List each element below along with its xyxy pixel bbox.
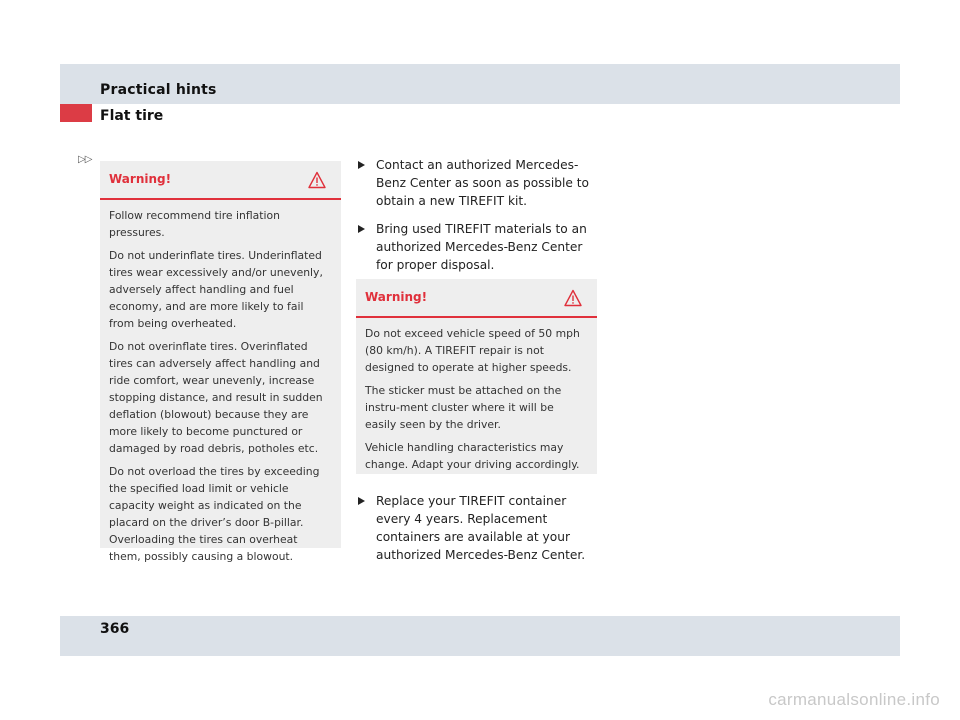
- warning-header: [100, 161, 341, 200]
- step-item: [356, 220, 601, 274]
- watermark: carmanualsonline.info: [768, 690, 940, 709]
- warning-paragraph: Do not underinflate tires. Underinflated tires wear excessively and/or unevenly, adversely affect handling and fuel economy, and are more likely to fail from being overheated.: [109, 249, 323, 330]
- step-list-bottom: [356, 492, 601, 574]
- step-list-top: [356, 156, 601, 284]
- warning-box-tire-pressure: [100, 161, 341, 563]
- step-text: Bring used TIREFIT materials to an authorized Mercedes-Benz Center for proper disposal.: [376, 222, 587, 272]
- step-text: Replace your TIREFIT container every 4 years. Replacement containers are available at your authorized Mercedes-Benz Center.: [376, 494, 586, 562]
- bullet-arrow-icon: [358, 497, 365, 505]
- footer-band: [60, 616, 900, 656]
- warning-box-tirefit: [356, 279, 597, 474]
- continued-marker: ▷▷: [78, 154, 92, 165]
- warning-header: [356, 279, 597, 318]
- warning-triangle-icon: [308, 171, 326, 189]
- warning-title: Warning!: [365, 290, 428, 304]
- warning-paragraph: Do not overload the tires by exceeding the specified load limit or vehicle capacity weight as indicated on the placard on the driver’s door B-pillar. Overloading the tires can overheat them, possibly causing a blowout.: [109, 465, 320, 563]
- warning-paragraph: Vehicle handling characteristics may change. Adapt your driving accordingly.: [365, 441, 580, 471]
- step-item: [356, 492, 601, 564]
- warning-paragraph: The sticker must be attached on the instru-ment cluster where it will be easily seen by the driver.: [365, 384, 562, 431]
- section-title: Practical hints: [100, 82, 217, 98]
- warning-body: [356, 318, 597, 473]
- page-number: 366: [100, 621, 130, 637]
- step-text: Contact an authorized Mercedes-Benz Center as soon as possible to obtain a new TIREFIT kit.: [376, 158, 590, 208]
- warning-title: Warning!: [109, 172, 172, 186]
- warning-paragraph: Follow recommend tire inflation pressures.: [109, 209, 280, 239]
- warning-triangle-icon: [564, 289, 582, 307]
- bullet-arrow-icon: [358, 161, 365, 169]
- warning-paragraph: Do not overinflate tires. Overinflated tires can adversely affect handling and ride comfort, wear unevenly, increase stopping distance, and result in sudden deflation (blowout) because they are more likely to become punctured or damaged by road debris, potholes etc.: [109, 340, 323, 455]
- subsection-title: Flat tire: [100, 108, 164, 124]
- warning-paragraph: Do not exceed vehicle speed of 50 mph (80 km/h). A TIREFIT repair is not designed to operate at higher speeds.: [365, 327, 580, 374]
- section-marker: [60, 104, 92, 122]
- warning-body: [100, 200, 341, 565]
- bullet-arrow-icon: [358, 225, 365, 233]
- step-item: [356, 156, 601, 210]
